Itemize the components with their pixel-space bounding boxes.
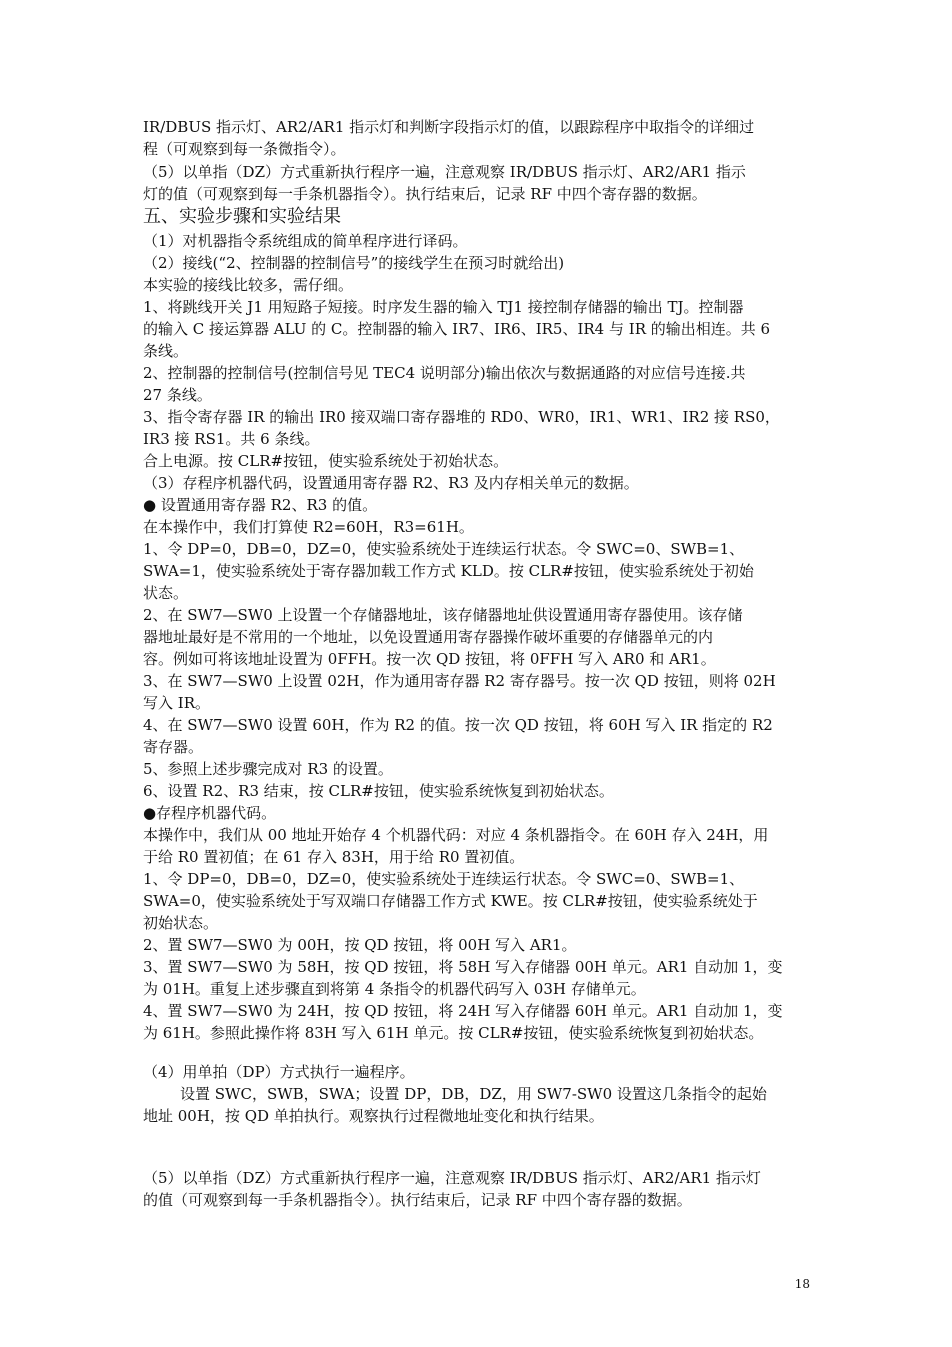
- text-line: IR/DBUS 指示灯、AR2/AR1 指示灯和判断字段指示灯的值，以跟踪程序中取指令的详细过: [143, 118, 755, 136]
- text-line: IR3 接 RS1。共 6 条线。: [143, 430, 320, 448]
- text-line: SWA=0，使实验系统处于写双端口存储器工作方式 KWE。按 CLR#按钮，使实验系统处于: [143, 892, 758, 910]
- text-line: 3、置 SW7—SW0 为 58H，按 QD 按钮，将 58H 写入存储器 00H 单元。AR1 自动加 1，变: [143, 958, 783, 976]
- text-line: 本操作中，我们从 00 地址开始存 4 个机器代码：对应 4 条机器指令。在 60H 存入 24H，用: [143, 826, 769, 844]
- text-line: 为 61H。参照此操作将 83H 写入 61H 单元。按 CLR#按钮，使实验系统恢复到初始状态。: [143, 1024, 764, 1042]
- text-line: 3、在 SW7—SW0 上设置 02H，作为通用寄存器 R2 寄存器号。按一次 QD 按钮，则将 02H: [143, 672, 776, 690]
- text-line: 1、将跳线开关 J1 用短路子短接。时序发生器的输入 TJ1 接控制存储器的输出 TJ。控制器: [143, 298, 744, 316]
- text-line: 2、在 SW7—SW0 上设置一个存储器地址，该存储器地址供设置通用寄存器使用。该存储: [143, 606, 743, 624]
- text-line: 本实验的接线比较多，需仔细。: [143, 276, 354, 294]
- text-line: 4、置 SW7—SW0 为 24H，按 QD 按钮，将 24H 写入存储器 60H 单元。AR1 自动加 1，变: [143, 1002, 783, 1020]
- text-line: 于给 R0 置初值；在 61 存入 83H，用于给 R0 置初值。: [143, 848, 525, 866]
- text-line: （3）存程序机器代码，设置通用寄存器 R2、R3 及内存相关单元的数据。: [143, 474, 639, 492]
- text-line: 寄存器。: [143, 738, 204, 756]
- text-line: SWA=1，使实验系统处于寄存器加载工作方式 KLD。按 CLR#按钮，使实验系统处于初始: [143, 562, 754, 580]
- text-line: 合上电源。按 CLR#按钮，使实验系统处于初始状态。: [143, 452, 509, 470]
- text-line: （5）以单指（DZ）方式重新执行程序一遍，注意观察 IR/DBUS 指示灯、AR2/AR1 指示灯: [143, 1169, 761, 1187]
- text-line: 5、参照上述步骤完成对 R3 的设置。: [143, 760, 393, 778]
- text-line: 6、设置 R2、R3 结束，按 CLR#按钮，使实验系统恢复到初始状态。: [143, 782, 614, 800]
- page-number: 18: [794, 1277, 810, 1291]
- text-line: 地址 00H，按 QD 单拍执行。观察执行过程微地址变化和执行结果。: [143, 1107, 604, 1125]
- text-line: 程（可观察到每一条微指令）。: [143, 140, 346, 158]
- text-line: （1）对机器指令系统组成的简单程序进行译码。: [143, 232, 468, 250]
- text-line: （4）用单拍（DP）方式执行一遍程序。: [143, 1063, 415, 1081]
- text-line: 的输入 C 接运算器 ALU 的 C。控制器的输入 IR7、IR6、IR5、IR4 与 IR 的输出相连。共 6: [143, 320, 771, 338]
- text-line: 2、控制器的控制信号(控制信号见 TEC4 说明部分)输出依次与数据通路的对应信号连接.共: [143, 364, 746, 382]
- text-line: 4、在 SW7—SW0 设置 60H，作为 R2 的值。按一次 QD 按钮，将 60H 写入 IR 指定的 R2: [143, 716, 773, 734]
- section-heading: 五、实验步骤和实验结果: [143, 206, 341, 227]
- text-line: 27 条线。: [143, 386, 212, 404]
- text-line: 3、指令寄存器 IR 的输出 IR0 接双端口寄存器堆的 RD0、WR0，IR1、WR1、IR2 接 RS0，: [143, 408, 780, 426]
- text-line: 在本操作中，我们打算使 R2=60H，R3=61H。: [143, 518, 474, 536]
- text-line: 容。例如可将该地址设置为 0FFH。按一次 QD 按钮，将 0FFH 写入 AR0 和 AR1。: [143, 650, 716, 668]
- text-line: 初始状态。: [143, 914, 219, 932]
- text-line: 状态。: [143, 584, 189, 602]
- text-line: 器地址最好是不常用的一个地址，以免设置通用寄存器操作破坏重要的存储器单元的内: [143, 628, 714, 646]
- text-line: 为 01H。重复上述步骤直到将第 4 条指令的机器代码写入 03H 存储单元。: [143, 980, 646, 998]
- text-line: 2、置 SW7—SW0 为 00H，按 QD 按钮，将 00H 写入 AR1。: [143, 936, 577, 954]
- text-line: 写入 IR。: [143, 694, 210, 712]
- text-line: 的值（可观察到每一手条机器指令）。执行结束后，记录 RF 中四个寄存器的数据。: [143, 1191, 692, 1209]
- text-line: 1、令 DP=0，DB=0，DZ=0，使实验系统处于连续运行状态。令 SWC=0、SWB=1、: [143, 870, 745, 888]
- text-line: 1、令 DP=0，DB=0，DZ=0，使实验系统处于连续运行状态。令 SWC=0、SWB=1、: [143, 540, 745, 558]
- text-line: 灯的值（可观察到每一手条机器指令）。执行结束后，记录 RF 中四个寄存器的数据。: [143, 185, 707, 203]
- text-line: （2）接线(“2、控制器的控制信号”的接线学生在预习时就给出): [143, 254, 565, 272]
- text-line: 设置 SWC，SWB，SWA；设置 DP，DB，DZ，用 SW7-SW0 设置这几条指令的起始: [180, 1085, 767, 1103]
- bullet-line: ●存程序机器代码。: [143, 804, 277, 822]
- bullet-line: ● 设置通用寄存器 R2、R3 的值。: [143, 496, 378, 514]
- text-line: 条线。: [143, 342, 189, 360]
- text-line: （5）以单指（DZ）方式重新执行程序一遍，注意观察 IR/DBUS 指示灯、AR2/AR1 指示: [143, 163, 746, 181]
